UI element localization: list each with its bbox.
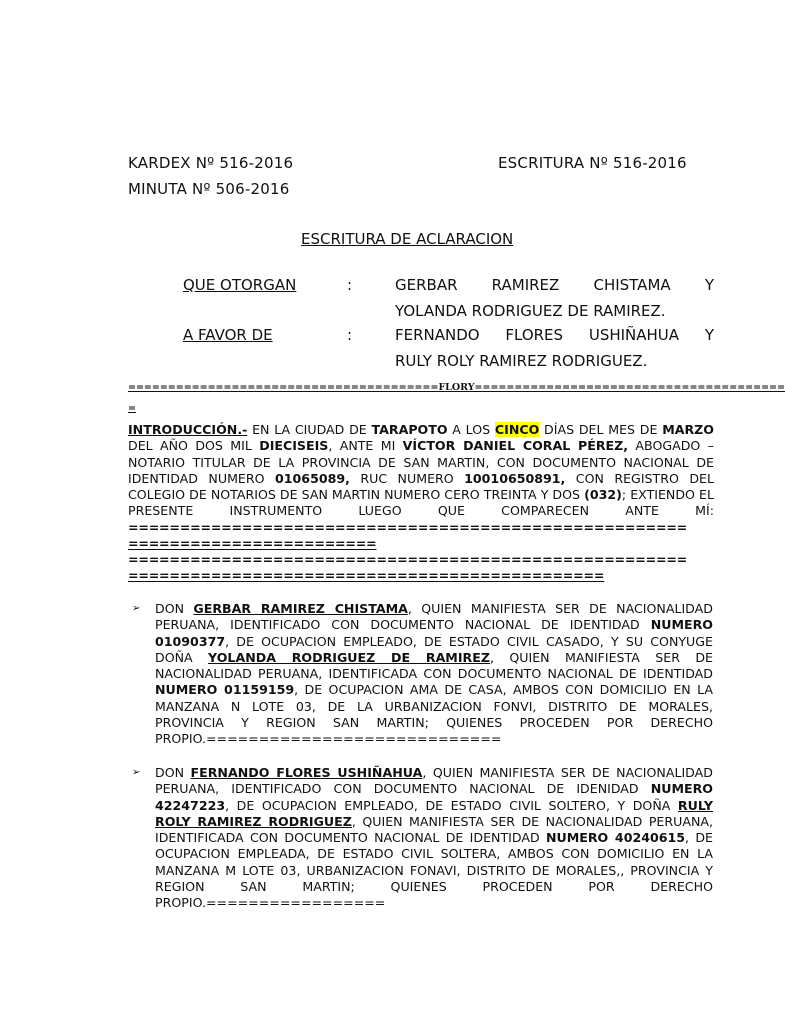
notary-dni: 01065089,: [275, 470, 350, 486]
equals-line: ======================================================: [128, 552, 688, 567]
party-2-line: DON FERNANDO FLORES USHIÑAHUA, QUIEN MANIFIESTA SER DE NACIONALIDAD: [155, 765, 713, 780]
party-2-line: REGION SAN MARTIN; QUIENES PROCEDEN POR DERECHO: [155, 878, 713, 894]
flory-separator: =======================================FLORY=======================================: [128, 382, 785, 393]
equals-line: ======================================================: [128, 519, 688, 535]
arrow-bullet-icon: ➢: [132, 767, 141, 778]
party-2-spouse-dni: NUMERO 40240615: [545, 830, 686, 845]
party-2-dni: 42247223: [155, 797, 226, 813]
arrow-bullet-icon: ➢: [132, 603, 141, 614]
intro-line: NOTARIO TITULAR DE LA PROVINCIA DE SAN MARTIN, CON DOCUMENTO NACIONAL DE: [128, 454, 714, 470]
party-2-line: OCUPACION EMPLEADA, DE ESTADO CIVIL SOLTERA, AMBOS CON DOMICILIO EN LA: [155, 846, 713, 862]
party-2-line: ROLY RAMIREZ RODRIGUEZ, QUIEN MANIFIESTA SER DE NACIONALIDAD PERUANA,: [155, 813, 713, 829]
city-name: TARAPOTO: [371, 422, 448, 437]
favor-label: A FAVOR DE: [183, 326, 273, 344]
party-2-line: 42247223, DE OCUPACION EMPLEADO, DE ESTADO CIVIL SOLTERO, Y DOÑA RULY: [155, 797, 713, 813]
escritura-number: ESCRITURA Nº 516-2016: [498, 154, 687, 172]
party-2-paragraph: [155, 765, 713, 911]
party-1-line: PROVINCIA Y REGION SAN MARTIN; QUIENES PROCEDEN POR DERECHO: [155, 714, 713, 730]
party-1-line: DON GERBAR RAMIREZ CHISTAMA, QUIEN MANIFIESTA SER DE NACIONALIDAD: [155, 601, 713, 616]
otorgan-label: QUE OTORGAN: [183, 276, 297, 294]
party-1-name: GERBAR RAMIREZ CHISTAMA: [193, 601, 408, 616]
introduction-paragraph: [128, 422, 714, 585]
party-1-line: DOÑA YOLANDA RODRIGUEZ DE RAMIREZ, QUIEN MANIFIESTA SER DE: [155, 649, 713, 665]
party-1-dni: 01090377: [155, 633, 226, 649]
year-text: DIECISEIS: [259, 438, 329, 454]
equals-line: ==============================================: [128, 568, 605, 584]
otorgan-line-2: YOLANDA RODRIGUEZ DE RAMIREZ.: [395, 302, 666, 320]
party-1-line: PERUANA, IDENTIFICADO CON DOCUMENTO NACIONAL DE IDENTIDAD NUMERO: [155, 617, 713, 633]
intro-line: COLEGIO DE NOTARIOS DE SAN MARTIN NUMERO CERO TREINTA Y DOS (032); EXTIENDO EL: [128, 487, 714, 502]
party-1-line: 01090377, DE OCUPACION EMPLEADO, DE ESTADO CIVIL CASADO, Y SU CONYUGE: [155, 633, 713, 649]
intro-line: IDENTIDAD NUMERO 01065089, RUC NUMERO 10010650891, CON REGISTRO DEL: [128, 470, 714, 486]
party-1-line: NACIONALIDAD PERUANA, IDENTIFICADA CON DOCUMENTO NACIONAL DE IDENTIDAD: [155, 666, 713, 681]
intro-line: INTRODUCCIÓN.- EN LA CIUDAD DE TARAPOTO A LOS CINCO DÍAS DEL MES DE MARZO: [128, 422, 715, 437]
minuta-number: MINUTA Nº 506-2016: [128, 180, 290, 198]
notary-ruc: 10010650891,: [464, 470, 566, 486]
registry-number: (032): [584, 487, 622, 502]
month-name: MARZO: [662, 422, 715, 437]
otorgan-line-1: GERBAR RAMIREZ CHISTAMA Y: [395, 276, 714, 294]
party-2-spouse-name: ROLY RAMIREZ RODRIGUEZ: [155, 813, 352, 829]
favor-line-1: FERNANDO FLORES USHIÑAHUA Y: [395, 326, 714, 344]
intro-label: INTRODUCCIÓN.-: [128, 422, 248, 437]
flory-separator-tail: =: [128, 403, 136, 414]
party-1-spouse-dni: NUMERO 01159159: [155, 682, 295, 698]
party-2-line: PROPIO.=================: [155, 895, 386, 910]
party-1-spouse-name: YOLANDA RODRIGUEZ DE RAMIREZ: [208, 649, 490, 665]
favor-colon: :: [347, 326, 353, 344]
document-title: ESCRITURA DE ACLARACION: [301, 230, 514, 248]
otorgan-colon: :: [347, 276, 353, 294]
party-1-paragraph: [155, 601, 713, 747]
kardex-number: KARDEX Nº 516-2016: [128, 154, 294, 172]
equals-line: ========================: [128, 535, 377, 551]
party-1-line: NUMERO 01159159, DE OCUPACION AMA DE CASA, AMBOS CON DOMICILIO EN LA: [155, 682, 713, 698]
party-2-line: MANZANA M LOTE 03, URBANIZACION FONAVI, DISTRITO DE MORALES,, PROVINCIA Y: [155, 862, 713, 878]
intro-line: PRESENTE INSTRUMENTO LUEGO QUE COMPARECEN ANTE MÍ:: [128, 503, 714, 519]
favor-line-2: RULY ROLY RAMIREZ RODRIGUEZ.: [395, 352, 648, 370]
party-2-line: PERUANA, IDENTIFICADO CON DOCUMENTO NACIONAL DE IDENIDAD NUMERO: [155, 781, 713, 797]
party-2-line: IDENTIFICADA CON DOCUMENTO NACIONAL DE IDENTIDAD NUMERO 40240615, DE: [155, 830, 713, 845]
party-1-line: PROPIO.============================: [155, 731, 502, 746]
notary-name: VÍCTOR DANIEL CORAL PÉREZ,: [402, 438, 629, 454]
party-1-line: MANZANA N LOTE 03, DE LA URBANIZACION FONVI, DISTRITO DE MORALES,: [155, 698, 713, 714]
intro-line: DEL AÑO DOS MIL DIECISEIS, ANTE MI VÍCTOR DANIEL CORAL PÉREZ, ABOGADO –: [128, 438, 714, 454]
day-highlight: CINCO: [494, 422, 540, 437]
party-2-name: FERNANDO FLORES USHIÑAHUA: [190, 765, 423, 780]
